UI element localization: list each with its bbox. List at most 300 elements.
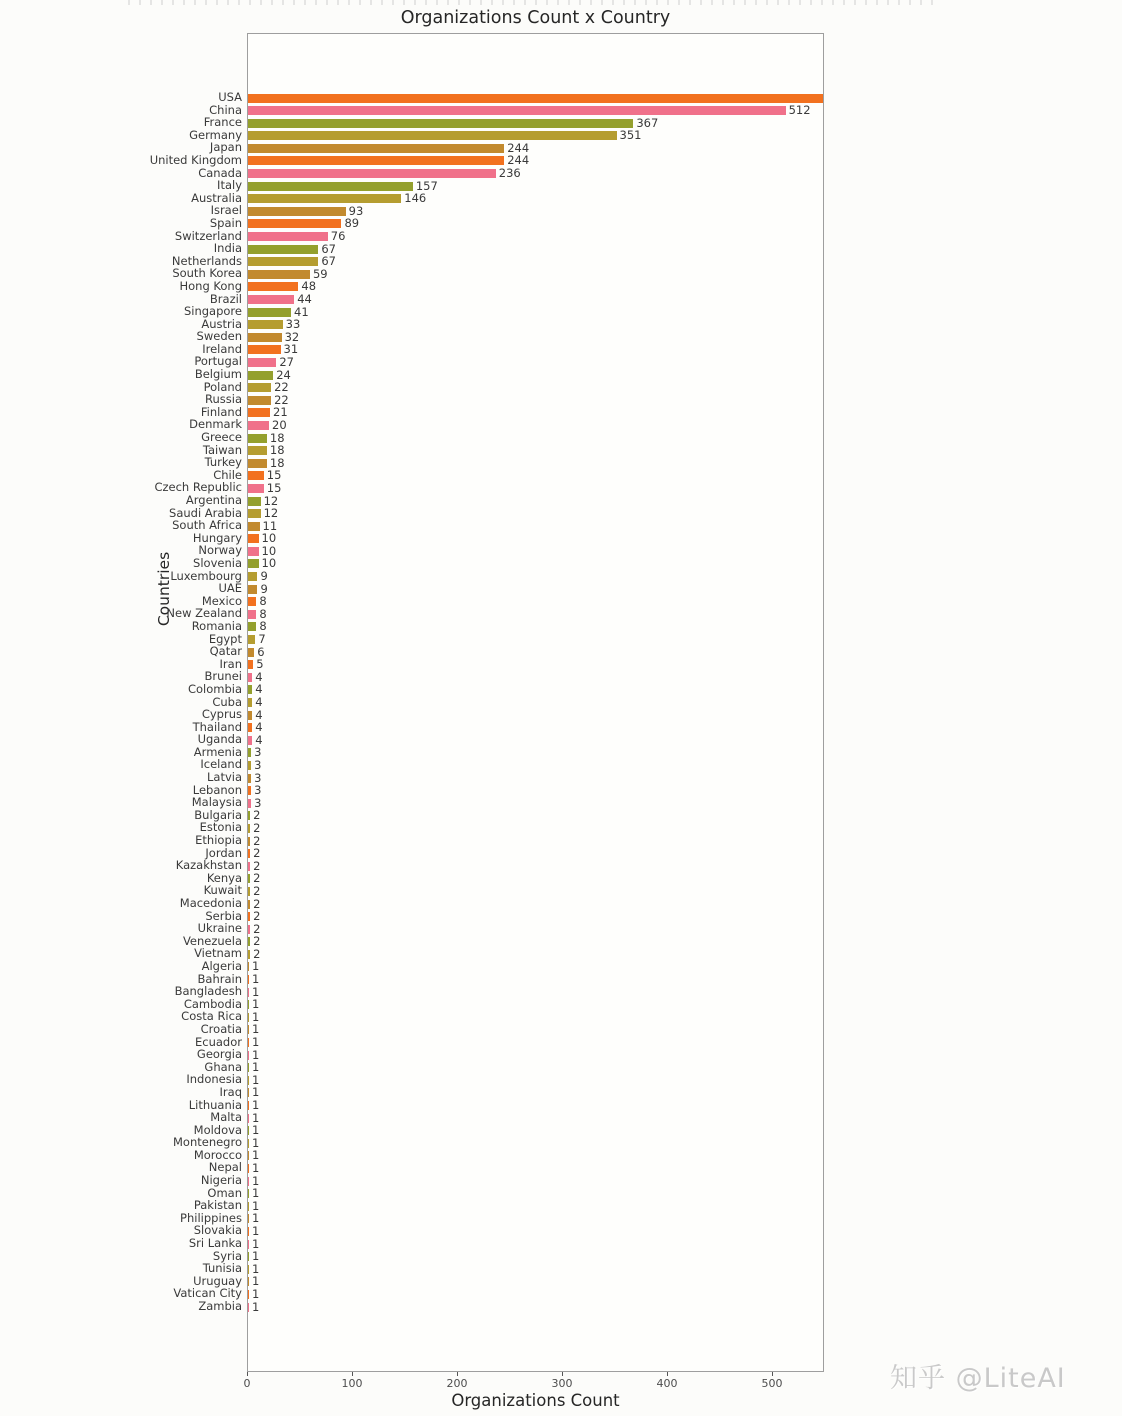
bar [248,1164,249,1173]
bar-value-label: 4 [255,682,263,697]
bar [248,534,259,543]
y-tick-label: Croatia [200,1021,242,1036]
x-tick-mark [247,1372,248,1376]
bar [248,1013,249,1022]
bar [248,597,256,606]
y-tick-label: Armenia [193,744,242,759]
y-tick-label: Vatican City [173,1286,242,1301]
bar [248,371,273,380]
y-tick-label: Spain [209,215,242,230]
y-tick-label: Serbia [205,908,242,923]
bar [248,144,504,153]
bar [248,711,252,720]
bar [248,723,252,732]
bar [248,887,250,896]
bar-value-label: 7 [258,632,266,647]
bar [248,1000,249,1009]
x-tick-label: 200 [446,1377,468,1390]
bar [248,962,249,971]
bar-value-label: 3 [254,783,262,798]
bar [248,156,504,165]
bar [248,471,264,480]
y-tick-label: India [213,241,242,256]
y-tick-label: Venezuela [182,933,242,948]
bar [248,345,281,354]
bar-value-label: 9 [260,569,268,584]
bar-value-label: 244 [507,153,530,168]
bar [248,786,251,795]
bar [248,1139,249,1148]
bar-value-label: 1 [252,1261,260,1276]
y-tick-label: Poland [203,379,242,394]
bar [248,1126,249,1135]
bar [248,1101,249,1110]
bar [248,799,251,808]
bar [248,270,310,279]
bar-value-label: 1 [252,1098,260,1113]
y-tick-label: Lithuania [188,1097,242,1112]
bar [248,207,346,216]
bar-value-label: 41 [294,304,309,319]
bar-value-label: 67 [321,241,336,256]
bar-value-label: 5 [256,657,264,672]
y-tick-label: China [209,102,242,117]
bar-value-label: 351 [619,128,642,143]
bar-value-label: 10 [261,556,277,571]
y-tick-label: Slovenia [193,555,242,570]
x-tick-mark [352,1372,353,1376]
bar [248,383,271,392]
bar-value-label: 1 [252,997,260,1012]
bar [248,169,496,178]
y-tick-label: Sweden [196,329,242,344]
bar [248,194,401,203]
cropped-text-remnant [128,0,934,5]
bar-value-label: 93 [348,203,364,218]
bar [248,950,250,959]
y-tick-label: Australia [191,190,242,205]
y-tick-label: Italy [217,178,242,193]
bar [248,1177,249,1186]
y-tick-label: Czech Republic [154,480,242,495]
y-tick-label: Thailand [192,719,242,734]
y-tick-label: Bahrain [197,971,242,986]
y-tick-label: Turkey [204,455,242,470]
bar [248,1025,249,1034]
y-tick-label: Cyprus [201,707,242,722]
y-tick-label: Montenegro [172,1135,242,1150]
y-tick-label: Latvia [206,770,242,785]
y-tick-label: Norway [198,543,242,558]
bar [248,282,298,291]
bar-value-label: 367 [636,115,659,130]
bar [248,333,282,342]
bar [248,1290,249,1299]
bar [248,685,252,694]
y-tick-label: Argentina [185,493,242,507]
bar [248,1252,249,1261]
y-tick-label: Portugal [194,354,242,369]
y-tick-label: Zambia [198,1299,242,1314]
bar [248,811,250,820]
bar [248,245,318,254]
bar-value-label: 2 [253,934,261,949]
bar-value-label: 2 [253,858,261,873]
y-tick-label: France [203,115,242,130]
y-tick-label: Germany [189,127,242,142]
bar [248,660,253,669]
y-tick-label: Ecuador [195,1034,242,1049]
y-tick-label: United Kingdom [149,152,242,167]
y-tick-label: Mexico [201,593,242,608]
bar-value-label: 32 [284,329,300,344]
bar-value-label: 3 [254,745,262,760]
bar-value-label: 4 [255,695,263,709]
bar [248,572,257,581]
bar [248,912,250,921]
y-tick-label: Denmark [189,417,242,432]
bar [248,837,250,846]
x-tick-mark [562,1372,563,1376]
bar-value-label: 1 [252,1072,260,1087]
bar-value-label: 1 [252,959,260,974]
x-tick-label: 100 [341,1377,363,1390]
bar-value-label: 1 [252,1274,260,1289]
bar [248,585,257,594]
bar [248,1240,249,1249]
bar [248,1227,249,1236]
bar [248,1277,249,1286]
bar [248,131,617,140]
x-tick-label: 500 [761,1377,783,1390]
bar-value-label: 18 [269,430,285,445]
bar [248,761,251,770]
x-tick-label: 400 [656,1377,678,1390]
bar [248,1088,249,1097]
y-tick-label: Switzerland [174,228,242,243]
bar [248,94,824,103]
chart-title: Organizations Count x Country [400,8,671,28]
bar-value-label: 1 [252,1060,260,1075]
y-tick-label: Greece [201,430,242,445]
y-tick-label: Kuwait [203,883,242,898]
y-tick-label: Luxembourg [170,568,242,583]
bar [248,824,250,833]
y-tick-label: Tunisia [202,1261,242,1276]
bar [248,320,283,329]
bar [248,459,267,468]
bar [248,635,255,644]
y-tick-label: Egypt [208,631,242,646]
bar-value-label: 10 [261,543,277,558]
bar [248,434,267,443]
bar-value-label: 1 [252,1022,260,1037]
y-tick-label: Kazakhstan [175,858,242,873]
bar-value-label: 4 [255,720,263,735]
y-tick-label: Netherlands [171,253,242,268]
bar-value-label: 1 [252,1299,260,1314]
bar-value-label: 8 [259,619,267,634]
bar-value-label: 4 [255,707,263,722]
bar-value-label: 24 [276,367,291,382]
bar [248,484,264,493]
bar-value-label: 3 [254,795,262,810]
x-axis-label: Organizations Count [451,1391,620,1410]
bar-value-label: 1 [252,1085,260,1100]
bar-value-label: 1 [252,1286,260,1301]
bar [248,396,271,405]
y-tick-label: New Zealand [166,606,242,621]
bar-value-label: 1 [252,1035,260,1050]
bar-value-label: 1 [252,1223,260,1238]
bar-value-label: 4 [255,732,263,747]
bar [248,622,256,631]
bar [248,874,250,883]
bar [248,925,250,934]
bar-value-label: 3 [254,757,262,772]
bar-value-label: 1 [252,984,260,999]
y-tick-label: Ethiopia [195,833,242,848]
bar-value-label: 44 [297,292,312,306]
y-tick-label: Iceland [200,757,242,772]
bar [248,988,249,997]
bar-value-label: 33 [285,317,301,332]
x-tick-mark [667,1372,668,1376]
bar-value-label: 3 [254,770,262,785]
y-tick-label: Chile [213,467,242,482]
bar-value-label: 1 [252,1123,260,1138]
bar-value-label: 2 [253,883,261,898]
bar-value-label: 15 [266,468,282,483]
bar-value-label: 1 [252,1148,260,1163]
bar-value-label: 18 [269,455,285,470]
bar [248,446,267,455]
y-tick-label: Hungary [192,530,242,545]
bar [248,119,633,128]
bar-value-label: 12 [263,493,279,508]
bar-value-label: 48 [301,279,317,294]
bar-value-label: 22 [274,392,289,407]
bar [248,257,318,266]
y-tick-label: Slovakia [193,1223,242,1238]
bar [248,774,251,783]
x-tick-mark [772,1372,773,1376]
y-tick-label: Hong Kong [179,278,242,293]
y-tick-label: South Africa [172,518,242,533]
y-tick-label: Estonia [199,820,242,835]
y-tick-label: Costa Rica [181,1009,242,1024]
y-tick-label: Austria [201,316,242,331]
y-tick-label: Malaysia [191,795,242,810]
bar [248,975,249,984]
bar-value-label: 10 [261,531,277,546]
bar [248,522,260,531]
y-tick-label: Algeria [201,958,242,973]
bar-value-label: 2 [253,808,261,823]
bar-value-label: 2 [253,871,261,886]
bar [248,1303,249,1312]
bar-value-label: 1 [252,1198,260,1213]
bar [248,421,269,430]
bar-value-label: 1 [252,1211,260,1226]
y-tick-label: Ukraine [197,921,242,936]
bar-value-label: 1 [252,972,260,987]
y-tick-label: Taiwan [202,442,242,457]
bar [248,849,250,858]
y-tick-label: Malta [210,1110,242,1125]
y-tick-label: Indonesia [186,1072,242,1087]
y-tick-label: Ireland [202,341,242,356]
bar-value-label: 31 [283,342,299,357]
y-tick-label: Philippines [180,1210,242,1225]
bar-value-label: 1 [252,1249,260,1264]
y-tick-label: Finland [200,404,242,419]
bar [248,736,252,745]
y-tick-label: Ghana [204,1059,242,1074]
bar [248,1076,249,1085]
y-tick-label: Bangladesh [174,984,242,999]
bar [248,673,252,682]
bar [248,232,328,241]
bar [248,1151,249,1160]
y-tick-label: Oman [207,1185,242,1200]
y-tick-label: Colombia [187,681,242,696]
bar-value-label: 15 [266,480,282,495]
bar-value-label: 89 [344,216,360,231]
plot-area [247,33,824,1372]
bar-value-label: 2 [253,833,261,848]
bar-value-label: 1 [252,1173,260,1188]
bar-value-label: 21 [273,405,288,420]
bar [248,937,250,946]
bar-value-label: 1 [252,1047,260,1062]
bar-value-label: 20 [272,417,287,432]
x-tick-label: 0 [243,1377,251,1390]
y-tick-label: Saudi Arabia [169,505,242,520]
y-tick-label: Uganda [197,732,242,747]
bar-value-label: 59 [312,266,328,281]
bar [248,1051,249,1060]
y-tick-label: Brunei [204,669,242,684]
bar-value-label: 512 [788,103,811,118]
y-tick-label: South Korea [172,266,242,281]
bar [248,219,341,228]
y-tick-label: Israel [210,203,242,218]
y-tick-label: Macedonia [179,896,242,911]
y-tick-label: Vietnam [194,946,242,961]
bar-value-label: 1 [252,1135,260,1150]
bar-value-label: 146 [404,191,427,206]
bar [248,1214,249,1223]
bar-value-label: 1 [252,1186,260,1201]
y-tick-label: Cuba [212,694,242,709]
bar-value-label: 2 [253,846,261,861]
y-tick-label: Georgia [196,1047,242,1062]
bar-value-label: 1 [252,1236,260,1251]
y-tick-label: Singapore [183,304,242,319]
bar [248,1114,249,1123]
bar [248,1265,249,1274]
y-tick-label: Pakistan [193,1198,242,1213]
bar [248,610,256,619]
bar-value-label: 9 [260,581,268,596]
bar-value-label: 157 [415,178,438,193]
y-tick-label: Syria [212,1248,242,1263]
bar [248,308,291,317]
y-tick-label: Japan [209,140,242,155]
bar-value-label: 11 [262,518,278,533]
y-tick-label: Nigeria [200,1173,242,1188]
y-tick-label: Morocco [193,1147,242,1162]
y-tick-label: Uruguay [193,1273,242,1288]
x-tick-label: 300 [551,1377,573,1390]
bar-value-label: 2 [253,909,261,924]
y-tick-label: Qatar [209,644,242,659]
bar [248,698,252,707]
y-tick-label: Bulgaria [194,807,242,822]
y-tick-label: Brazil [209,291,242,306]
bar-value-label: 2 [253,820,261,835]
y-tick-label: Canada [198,165,242,180]
bar-value-label: 1 [252,1009,260,1024]
y-tick-label: USA [218,90,242,104]
bar [248,408,270,417]
bar [248,1038,249,1047]
bar-value-label: 2 [253,896,261,911]
bar-value-label: 244 [507,140,530,155]
y-axis-label: Countries [155,551,173,627]
bar [248,1189,249,1198]
bar [248,1063,249,1072]
y-tick-label: Romania [191,618,242,633]
y-tick-label: Sri Lanka [188,1236,242,1251]
bar [248,295,294,304]
bar [248,497,261,506]
bar [248,862,250,871]
bar [248,900,250,909]
bar-value-label: 27 [279,354,294,369]
y-tick-label: Cambodia [183,996,242,1011]
bar-value-label: 22 [274,380,289,395]
bar-value-label: 6 [257,644,265,659]
bar [248,358,276,367]
bar [248,106,786,115]
y-tick-label: Nepal [208,1160,242,1175]
bar-value-label: 8 [259,594,267,609]
x-tick-mark [457,1372,458,1376]
watermark: 知乎 @LiteAI [890,1363,1066,1394]
bar [248,547,259,556]
bar-value-label: 2 [253,946,261,961]
bar [248,1202,249,1211]
y-tick-label: Kenya [206,870,242,885]
bar-value-label: 2 [253,921,261,936]
y-tick-label: Russia [205,392,242,407]
bar-value-label: 67 [321,254,336,269]
bar [248,748,251,757]
bar-value-label: 12 [263,506,279,521]
y-tick-label: Lebanon [192,782,242,797]
y-tick-label: Iran [219,656,242,671]
bar [248,559,259,568]
bar-value-label: 1 [252,1160,260,1175]
bar-value-label: 76 [330,229,346,244]
bar [248,182,413,191]
bar-value-label: 8 [259,606,267,621]
y-tick-label: Jordan [205,845,242,860]
y-tick-label: Iraq [219,1084,242,1099]
bar-value-label: 18 [269,443,285,458]
